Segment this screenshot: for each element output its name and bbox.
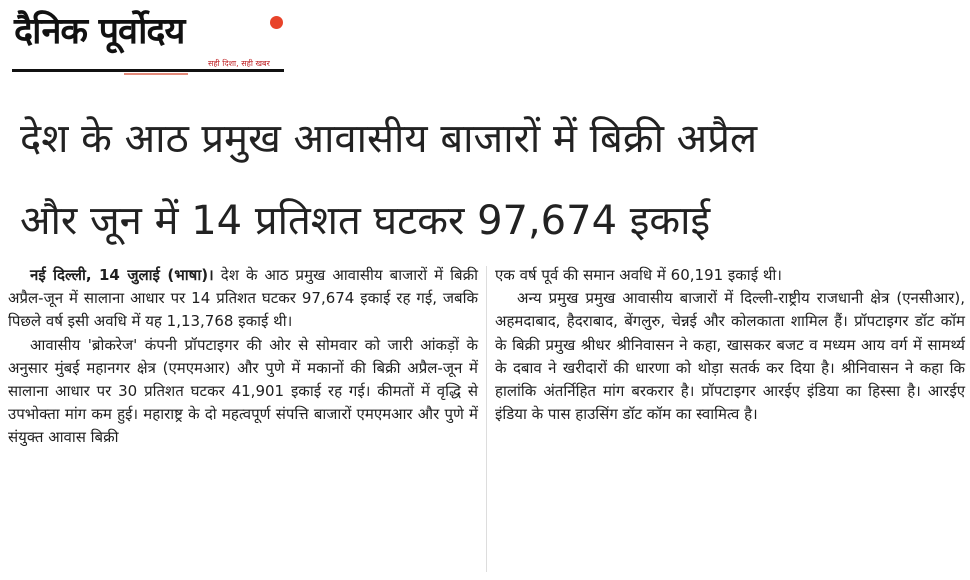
headline-line-1: देश के आठ प्रमुख आवासीय बाजारों में बिक्री अप्रैल <box>20 116 758 162</box>
article-column-right <box>495 264 965 426</box>
article-paragraph-2-continued: एक वर्ष पूर्व की समान अवधि में 60,191 इकाई थी। <box>495 266 782 284</box>
masthead-underline <box>12 69 284 72</box>
headline-line-2: और जून में 14 प्रतिशत घटकर 97,674 इकाई <box>20 198 711 244</box>
article-headline <box>20 98 955 262</box>
newspaper-logo: दैनिक पूर्वोदय <box>14 11 185 52</box>
logo-dot-icon <box>270 16 283 29</box>
newspaper-tagline: सही दिशा, सही खबर <box>208 59 270 68</box>
newspaper-masthead <box>12 8 284 72</box>
masthead-red-strip <box>124 73 188 75</box>
article-paragraph-1-text: देश के आठ प्रमुख आवासीय बाजारों में बिक्री अप्रैल-जून में सालाना आधार पर 14 प्रतिशत घटकर 97,674 इकाई रह गई, जबकि पिछले वर्ष इसी अवधि में यह 1,13,768 इकाई थी। <box>8 266 478 331</box>
article-paragraph-2: आवासीय 'ब्रोकरेज' कंपनी प्रॉपटाइगर की ओर से सोमवार को जारी आंकड़ों के अनुसार मुंबई महानगर क्षेत्र (एमएमआर) और पुणे में मकानों की बिक्री अप्रैल-जून में सालाना आधार पर 30 प्रतिशत घटकर 41,901 इकाई रह गई। कीमतों में वृद्धि से उपभोक्ता मांग कम हुई। महाराष्ट्र के दो महत्वपूर्ण संपत्ति बाजारों एमएमआर और पुणे में संयुक्त आवास बिक्री <box>8 335 478 447</box>
article-paragraph-1 <box>8 264 478 334</box>
column-divider <box>486 266 487 572</box>
article-column-left <box>8 264 478 450</box>
article-dateline: नई दिल्ली, 14 जुलाई (भाषा)। <box>30 266 214 284</box>
article-paragraph-3: अन्य प्रमुख प्रमुख आवासीय बाजारों में दिल्ली-राष्ट्रीय राजधानी क्षेत्र (एनसीआर), अहमदाबाद, हैदराबाद, बेंगलुरु, चेन्नई और कोलकाता शामिल हैं। प्रॉपटाइगर डॉट कॉम के बिक्री प्रमुख श्रीधर श्रीनिवासन ने कहा, खासकर बजट व मध्यम आय वर्ग में सामर्थ्य के दबाव ने खरीदारों की धारणा को थोड़ा सतर्क कर दिया है। श्रीनिवासन ने कहा कि हालांकि अंतर्निहित मांग बरकरार है। प्रॉपटाइगर आरईए इंडिया का हिस्सा है। आरईए इंडिया के पास हाउसिंग डॉट कॉम का स्वामित्व है। <box>495 289 965 424</box>
